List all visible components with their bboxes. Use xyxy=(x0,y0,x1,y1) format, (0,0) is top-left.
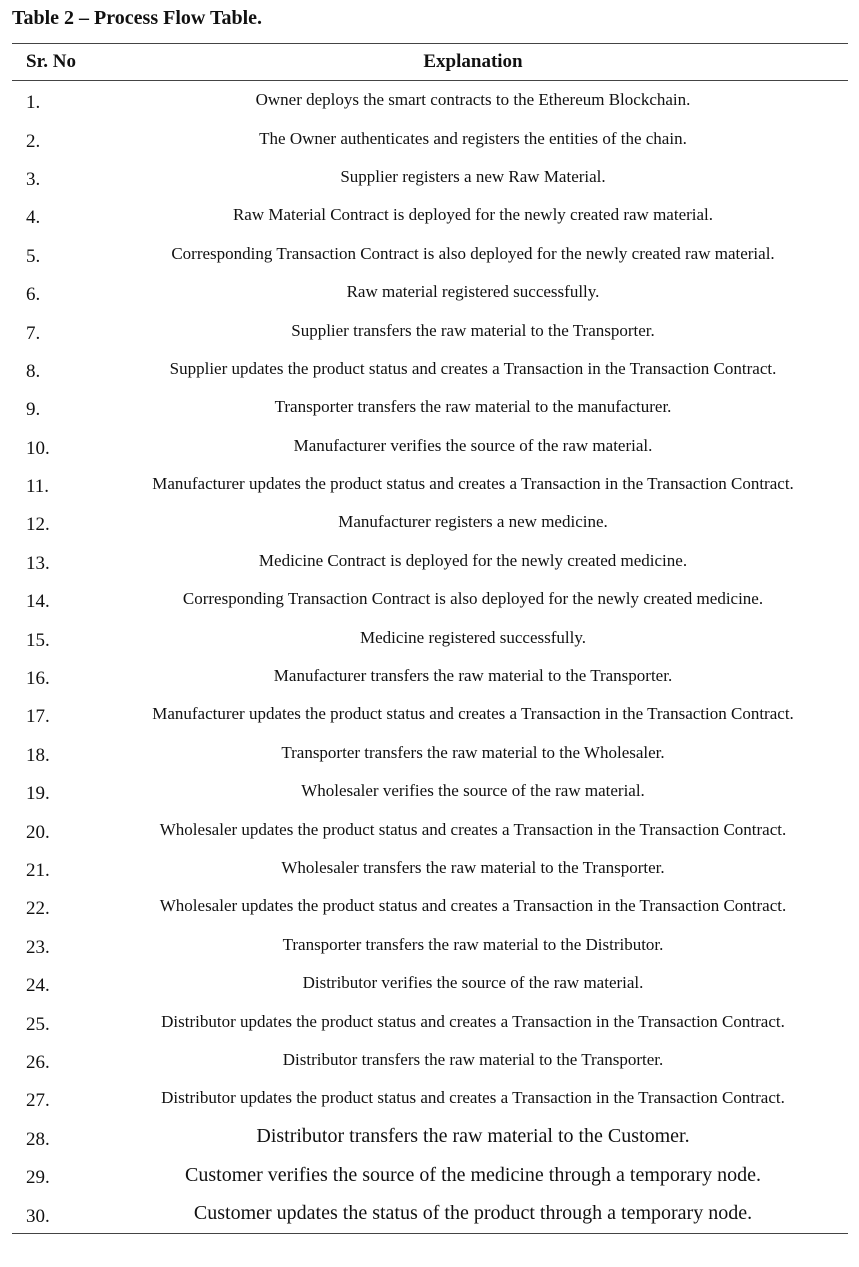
row-number: 9. xyxy=(26,399,41,421)
row-number: 1. xyxy=(26,92,41,114)
row-number: 6. xyxy=(26,284,41,306)
sr-no-header: Sr. No xyxy=(26,51,76,72)
row-number: 5. xyxy=(26,245,41,267)
table-row xyxy=(12,618,848,656)
table-row xyxy=(12,1041,848,1079)
row-explanation: Customer updates the status of the product through a temporary node. xyxy=(193,1202,753,1225)
row-explanation: Supplier updates the product status and creates a Transaction in the Transaction Contract. xyxy=(169,358,777,378)
row-explanation: Distributor transfers the raw material to the Customer. xyxy=(256,1125,690,1148)
row-number: 4. xyxy=(26,207,41,229)
row-explanation: Manufacturer updates the product status and creates a Transaction in the Transaction Contract. xyxy=(152,474,794,494)
row-explanation: Manufacturer transfers the raw material to the Transporter. xyxy=(273,666,673,686)
table-row xyxy=(12,503,848,541)
table-caption: Table 2 – Process Flow Table. xyxy=(12,7,263,29)
row-explanation: The Owner authenticates and registers the entities of the chain. xyxy=(259,128,687,148)
row-explanation: Distributor verifies the source of the raw material. xyxy=(302,973,644,993)
table-row xyxy=(12,657,848,695)
row-explanation: Distributor transfers the raw material to the Transporter. xyxy=(282,1049,664,1069)
table-row xyxy=(12,273,848,311)
table-row xyxy=(12,1002,848,1040)
process-flow-table xyxy=(12,43,848,1234)
table-row xyxy=(12,465,848,503)
table-row xyxy=(12,887,848,925)
row-number: 15. xyxy=(26,629,50,651)
row-explanation: Supplier registers a new Raw Material. xyxy=(340,166,606,186)
table-row xyxy=(12,1194,848,1232)
row-explanation: Transporter transfers the raw material to the Wholesaler. xyxy=(281,742,665,762)
row-number: 14. xyxy=(26,591,50,613)
row-number: 2. xyxy=(26,130,41,152)
row-number: 12. xyxy=(26,514,50,536)
row-number: 16. xyxy=(26,668,50,690)
table-row xyxy=(12,964,848,1002)
row-explanation: Supplier transfers the raw material to the Transporter. xyxy=(291,320,655,340)
table-row xyxy=(12,119,848,157)
table-row xyxy=(12,772,848,810)
table-row xyxy=(12,427,848,465)
explanation-header: Explanation xyxy=(423,51,523,72)
row-number: 8. xyxy=(26,360,41,382)
table-row xyxy=(12,849,848,887)
row-number: 28. xyxy=(26,1128,50,1150)
row-explanation: Customer verifies the source of the medicine through a temporary node. xyxy=(185,1163,761,1186)
row-number: 22. xyxy=(26,898,50,920)
row-number: 29. xyxy=(26,1167,50,1189)
row-explanation: Wholesaler verifies the source of the raw material. xyxy=(301,781,645,801)
row-number: 20. xyxy=(26,821,50,843)
table-row xyxy=(12,1118,848,1156)
table-row xyxy=(12,350,848,388)
row-number: 21. xyxy=(26,860,50,881)
table-body xyxy=(12,81,848,1233)
row-number: 25. xyxy=(26,1013,50,1035)
row-number: 19. xyxy=(26,783,50,805)
row-number: 26. xyxy=(26,1051,50,1073)
row-explanation: Raw Material Contract is deployed for the newly created raw material. xyxy=(232,205,714,225)
row-number: 24. xyxy=(26,975,50,997)
table-row xyxy=(12,926,848,964)
table-row xyxy=(12,1079,848,1117)
row-explanation: Corresponding Transaction Contract is also deployed for the newly created raw material. xyxy=(171,243,775,263)
row-number: 30. xyxy=(26,1205,50,1227)
row-number: 23. xyxy=(26,936,50,958)
row-number: 18. xyxy=(26,744,50,766)
row-number: 3. xyxy=(26,168,41,190)
row-number: 17. xyxy=(26,706,50,728)
row-explanation: Raw material registered successfully. xyxy=(346,282,600,302)
table-row xyxy=(12,158,848,196)
row-explanation: Distributor updates the product status and creates a Transaction in the Transaction Contract. xyxy=(161,1088,785,1108)
row-number: 11. xyxy=(26,476,50,498)
table-row xyxy=(12,196,848,234)
row-explanation: Manufacturer verifies the source of the raw material. xyxy=(293,435,653,455)
row-explanation: Wholesaler updates the product status and creates a Transaction in the Transaction Contract. xyxy=(159,896,787,916)
row-explanation: Wholesaler updates the product status and creates a Transaction in the Transaction Contract. xyxy=(159,819,787,839)
row-explanation: Transporter transfers the raw material to the manufacturer. xyxy=(274,397,672,417)
row-number: 10. xyxy=(26,437,50,459)
row-explanation: Wholesaler transfers the raw material to the Transporter. xyxy=(281,858,665,877)
row-explanation: Medicine Contract is deployed for the newly created medicine. xyxy=(258,550,688,570)
table-row xyxy=(12,734,848,772)
row-number: 13. xyxy=(26,552,50,574)
row-explanation: Medicine registered successfully. xyxy=(360,627,586,647)
row-explanation: Owner deploys the smart contracts to the Ethereum Blockchain. xyxy=(255,90,691,110)
table-row xyxy=(12,1156,848,1194)
table-row xyxy=(12,311,848,349)
table-row xyxy=(12,388,848,426)
table-header xyxy=(12,44,848,81)
row-explanation: Distributor updates the product status and creates a Transaction in the Transaction Contract. xyxy=(161,1011,785,1031)
row-number: 27. xyxy=(26,1090,50,1112)
row-explanation: Manufacturer updates the product status and creates a Transaction in the Transaction Contract. xyxy=(152,704,794,724)
row-number: 7. xyxy=(26,322,41,344)
table-row xyxy=(12,235,848,273)
table-row xyxy=(12,695,848,733)
table-row xyxy=(12,810,848,848)
row-explanation: Manufacturer registers a new medicine. xyxy=(338,512,608,532)
row-explanation: Transporter transfers the raw material to the Distributor. xyxy=(282,934,664,954)
row-explanation: Corresponding Transaction Contract is also deployed for the newly created medicine. xyxy=(182,589,764,609)
table-row xyxy=(12,542,848,580)
table-row xyxy=(12,81,848,119)
table-row xyxy=(12,580,848,618)
